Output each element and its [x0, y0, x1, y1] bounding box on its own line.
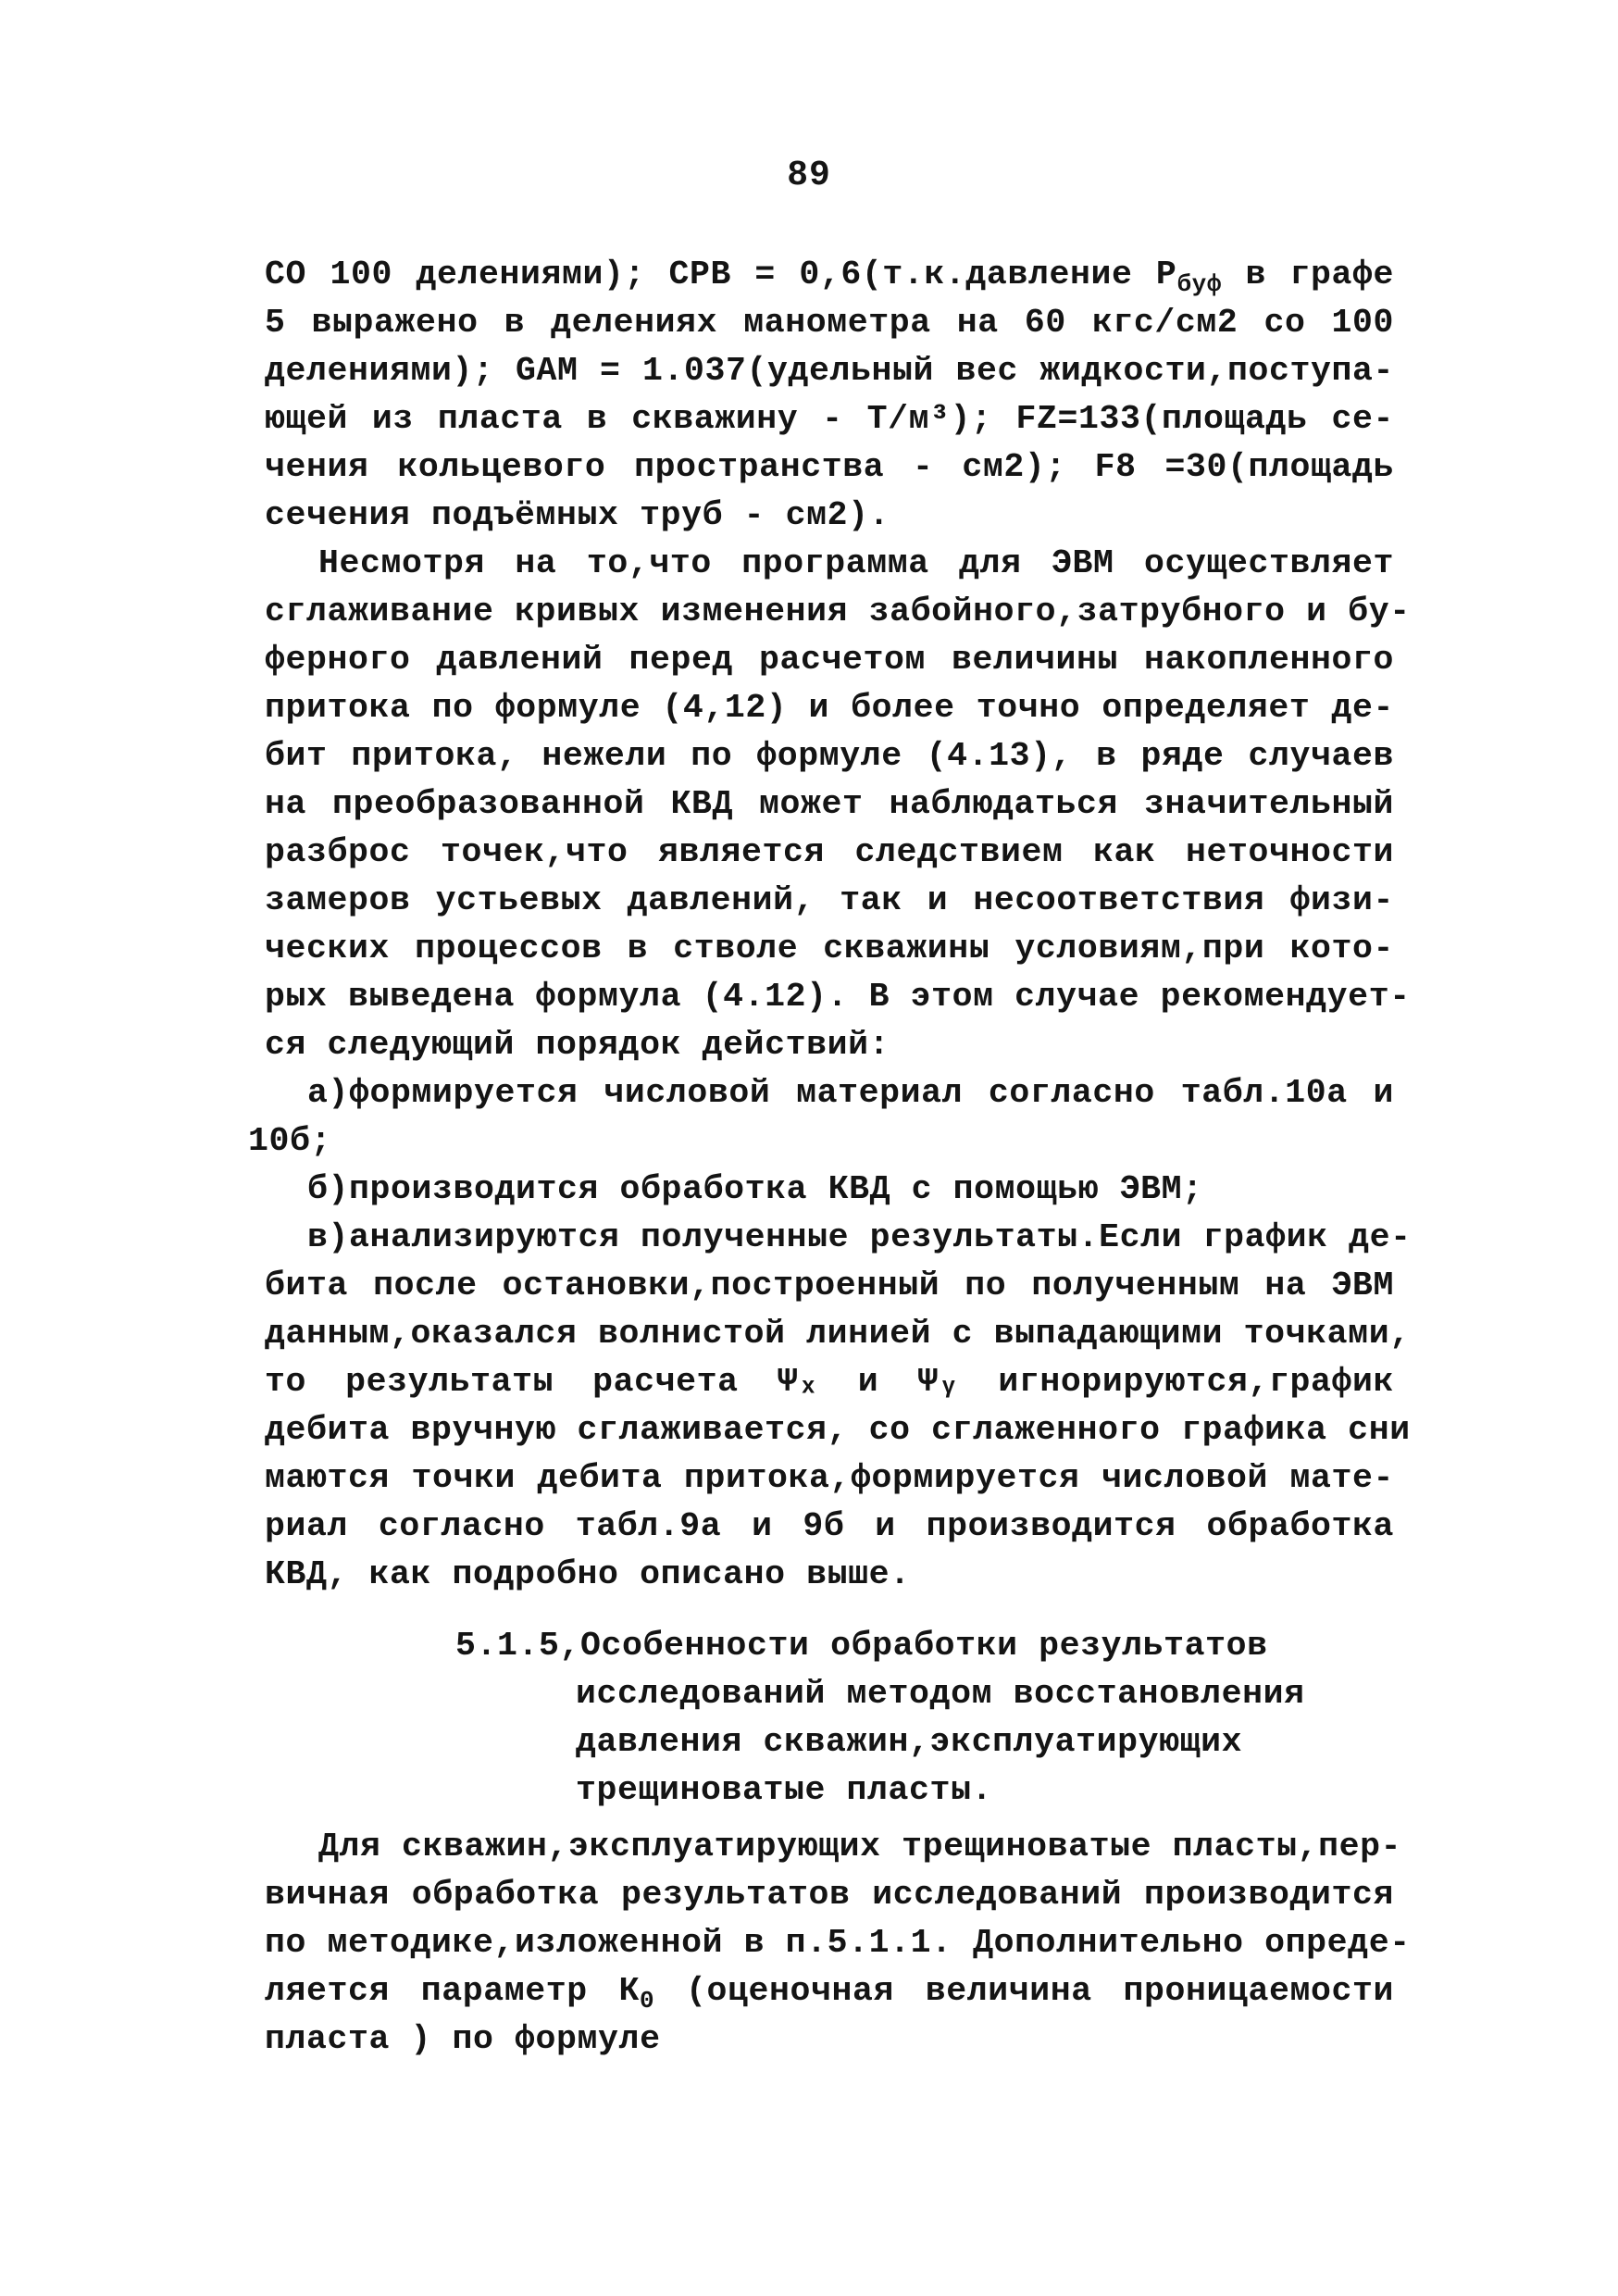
page-number: 89: [787, 156, 831, 195]
para1-line: ющей из пласта в скважину - Т/м³); FZ=133(площадь се-: [265, 400, 1394, 438]
list-item-v-line: то результаты расчета Ψₓ и Ψᵧ игнорируются,график: [265, 1363, 1394, 1401]
para2-line: ферного давлений перед расчетом величины накопленного: [265, 641, 1394, 679]
para2-line: притока по формуле (4,12) и более точно определяет де-: [265, 689, 1394, 727]
para2-line: на преобразованной КВД может наблюдаться значительный: [265, 785, 1394, 823]
para2-line: замеров устьевых давлений, так и несоответствия физи-: [265, 881, 1394, 919]
para1-line: СО 100 делениями); СРВ = 0,6(т.к.давление $Р_{буф}$ в графе: [265, 256, 1395, 298]
list-item-b: б)производится обработка КВД с помощью ЭВМ;: [307, 1170, 1203, 1208]
para1-line: 5 выражено в делениях манометра на 60 кгс/см2 со 100: [265, 304, 1394, 342]
para3-line: вичная обработка результатов исследований производится: [265, 1876, 1394, 1914]
list-item-v-line: бита после остановки,построенный по полученным на ЭВМ: [265, 1267, 1394, 1304]
list-item-v-line: маются точки дебита притока,формируется числовой мате-: [265, 1459, 1394, 1497]
para1-line: чения кольцевого пространства - см2); F8 =30(площадь: [265, 448, 1394, 486]
section-heading: 5.1.5,Особенности обработки результатов: [455, 1627, 1268, 1665]
section-heading-line: исследований методом восстановления: [576, 1675, 1305, 1713]
list-item-v-line: дебита вручную сглаживается, со сглаженного графика сни: [265, 1411, 1411, 1449]
para2-line: ческих процессов в стволе скважины условиям,при кото-: [265, 930, 1394, 967]
para2-line: разброс точек,что является следствием как неточности: [265, 833, 1394, 871]
para2-line: ся следующий порядок действий:: [265, 1026, 890, 1064]
para2-line: сглаживание кривых изменения забойного,затрубного и бу-: [265, 593, 1411, 630]
para2-line: Несмотря на то,что программа для ЭВМ осуществляет: [318, 544, 1394, 582]
list-item-a: а)формируется числовой материал согласно табл.10а и: [307, 1074, 1394, 1112]
list-item-a-cont: 10б;: [248, 1122, 332, 1160]
list-item-v-line: данным,оказался волнистой линией с выпадающими точками,: [265, 1315, 1411, 1353]
para3-line: Для скважин,эксплуатирующих трещиноватые пласты,пер-: [318, 1828, 1402, 1866]
section-heading-line: давления скважин,эксплуатирующих: [576, 1723, 1243, 1761]
section-heading-line: трещиноватые пласты.: [576, 1771, 993, 1809]
para1-line: сечения подъёмных труб - см2).: [265, 496, 890, 534]
para3-line: пласта ) по формуле: [265, 2020, 661, 2058]
list-item-v: в)анализируются полученные результаты.Если график де-: [307, 1218, 1412, 1256]
para3-line: по методике,изложенной в п.5.1.1. Дополнительно опреде-: [265, 1924, 1411, 1962]
list-item-v-line: риал согласно табл.9а и 9б и производится обработка: [265, 1507, 1394, 1545]
para2-line: рых выведена формула (4.12). В этом случае рекомендует-: [265, 978, 1411, 1016]
list-item-v-line: КВД, как подробно описано выше.: [265, 1555, 911, 1593]
para2-line: бит притока, нежели по формуле (4.13), в ряде случаев: [265, 737, 1394, 775]
para1-line: делениями); GAM = 1.037(удельный вес жидкости,поступа-: [265, 352, 1394, 390]
para3-line: ляется параметр $К_0$ (оценочная величина проницаемости: [265, 1972, 1395, 2015]
